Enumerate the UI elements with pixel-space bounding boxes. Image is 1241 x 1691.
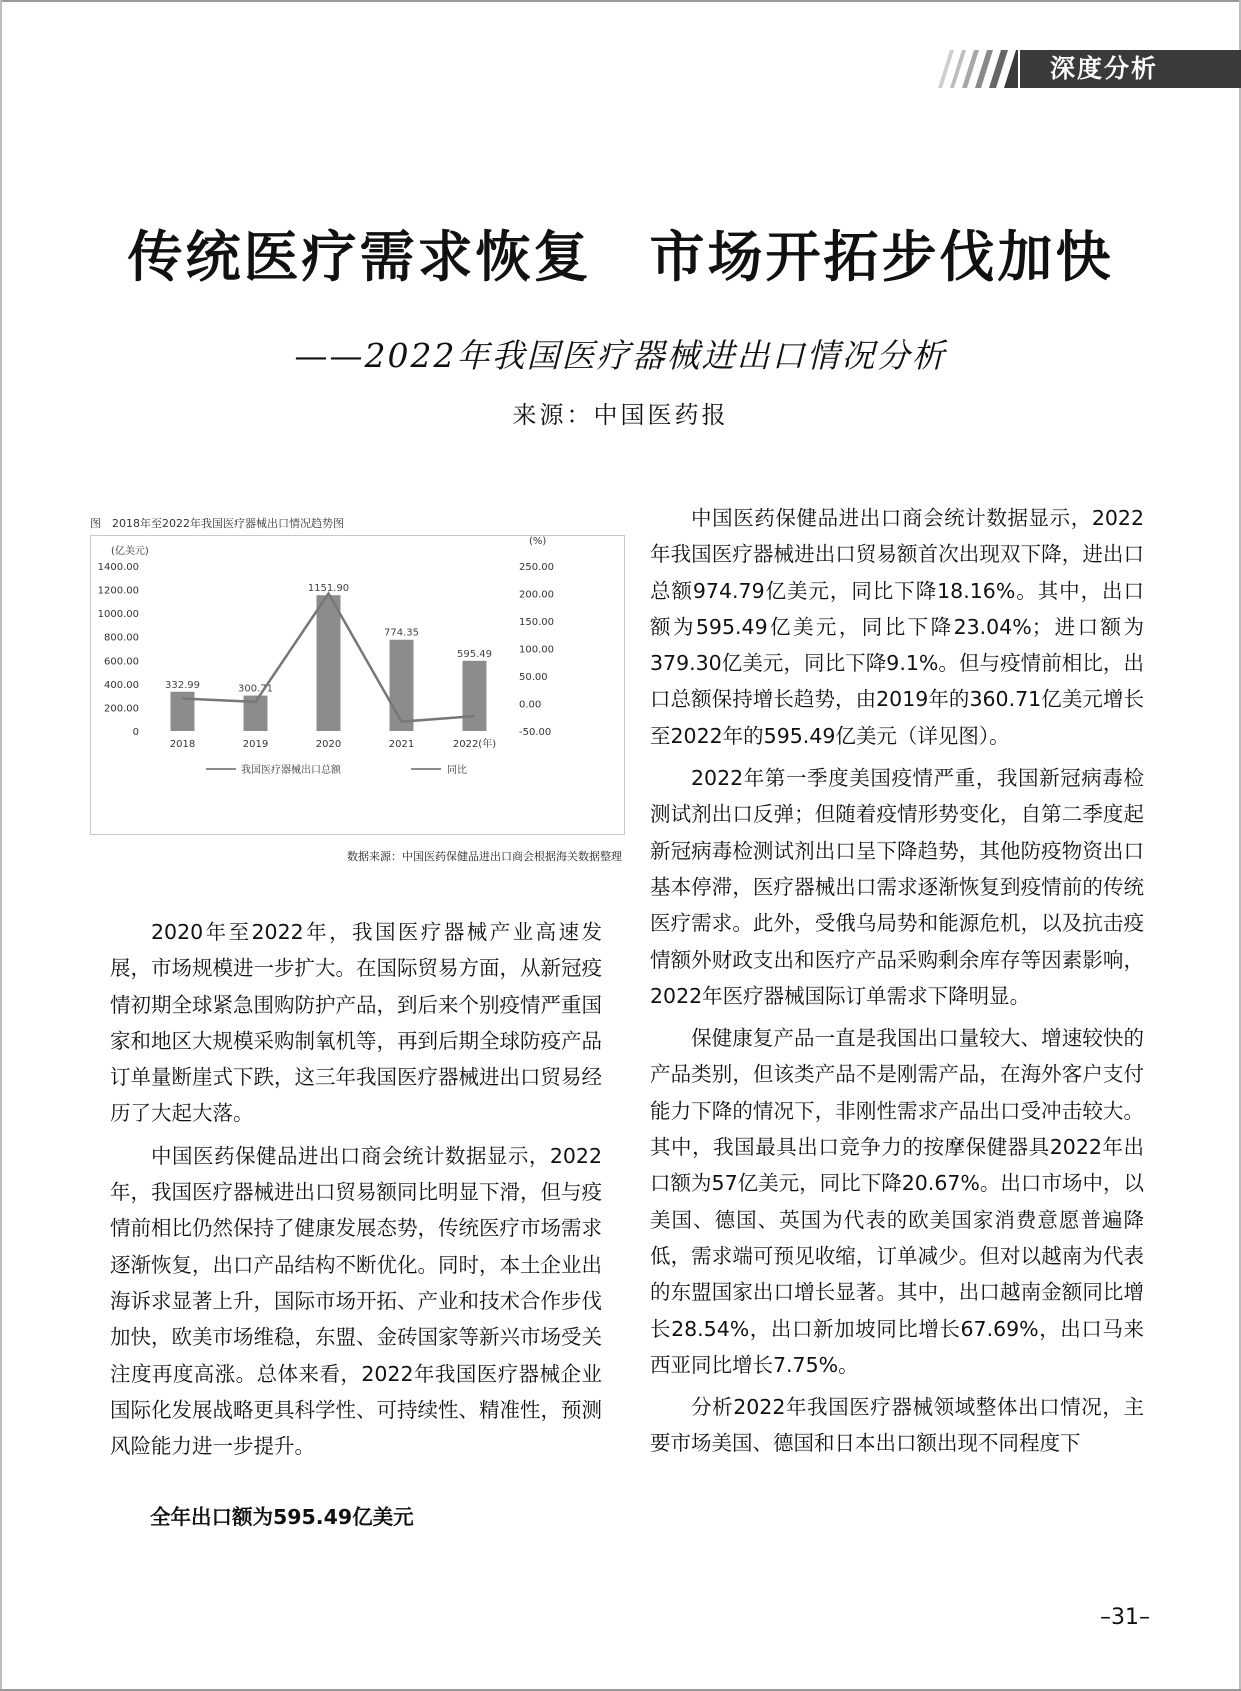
section-tab xyxy=(928,50,1241,88)
x-axis-tick-label: 2019 xyxy=(242,739,269,750)
left-axis-tick-label: 1200.00 xyxy=(97,585,139,597)
right-axis-tick-label: 200.00 xyxy=(519,589,554,601)
paragraph: 2020年至2022年，我国医疗器械产业高速发展，市场规模进一步扩大。在国际贸易方面，从新冠疫情初期全球紧急围购防护产品，到后来个别疫情严重国家和地区大规模采购制氧机等，再到后期全球防疫产品订单量断崖式下跌，这三年我国医疗器械进出口贸易经历了大起大落。 xyxy=(110,920,602,1126)
right-axis-tick-label: 50.00 xyxy=(519,672,548,683)
section-label: 深度分析 xyxy=(1020,50,1241,88)
bar-data-label: 595.49 xyxy=(457,648,492,660)
bar-export-total xyxy=(317,595,341,731)
paragraph: 中国医药保健品进出口商会统计数据显示，2022年我国医疗器械进出口贸易额首次出现双下降，进出口总额974.79亿美元，同比下降18.16%。其中，出口额为595.49亿美元，同比下降23.04%；进口额为379.30亿美元，同比下降9.1%。但与疫情前相比，出口总额保持增长趋势，由2019年的360.71亿美元增长至2022年的595.49亿美元（详见图）。 xyxy=(650,506,1144,748)
left-axis-tick-label: 1000.00 xyxy=(97,609,139,621)
paragraph: 2022年第一季度美国疫情严重，我国新冠病毒检测试剂出口反弹；但随着疫情形势变化，自第二季度起新冠病毒检测试剂出口呈下降趋势，其他防疫物资出口基本停滞，医疗器械出口需求逐渐恢复到疫情前的传统医疗需求。此外，受俄乌局势和能源危机，以及抗击疫情额外财政支出和医疗产品采购剩余库存等因素影响，2022年医疗器械国际订单需求下降明显。 xyxy=(650,766,1144,1008)
left-axis-tick-label: 1400.00 xyxy=(97,562,139,573)
bar-export-total xyxy=(390,640,414,731)
section-subheading: 全年出口额为595.49亿美元 xyxy=(150,1505,414,1529)
page-number: –31– xyxy=(1100,1605,1150,1630)
chart-frame xyxy=(90,535,625,835)
legend-label-yoy: 同比 xyxy=(447,765,467,776)
bar-data-label: 1151.90 xyxy=(307,583,350,595)
legend-label-export-total: 我国医疗器械出口总额 xyxy=(241,765,341,776)
right-axis-tick-label: 0.00 xyxy=(519,699,542,711)
x-axis-tick-label: 2021 xyxy=(388,739,415,750)
tab-stripes-decoration xyxy=(928,50,1018,88)
article-title: 传统医疗需求恢复 市场开拓步伐加快 xyxy=(127,225,1114,289)
left-axis-tick-label: 400.00 xyxy=(104,679,139,691)
page-border-top xyxy=(0,0,1241,2)
export-trend-chart xyxy=(91,536,626,836)
right-axis-unit: (%) xyxy=(529,536,547,547)
figure-caption: 图 2018年至2022年我国医疗器械出口情况趋势图 xyxy=(90,517,344,530)
right-column xyxy=(650,500,1144,1468)
left-axis-tick-label: 600.00 xyxy=(104,656,139,668)
x-axis-tick-label: 2018 xyxy=(169,739,196,750)
bar-data-label: 332.99 xyxy=(165,679,200,691)
paragraph: 保健康复产品一直是我国出口量较大、增速较快的产品类别，但该类产品不是刚需产品，在海外客户支付能力下降的情况下，非刚性需求产品出口受冲击较大。其中，我国最具出口竞争力的按摩保健器具2022年出口额为57亿美元，同比下降20.67%。出口市场中，以美国、德国、英国为代表的欧美国家消费意愿普遍降低，需求端可预见收缩，订单减少。但对以越南为代表的东盟国家出口增长显著。其中，出口越南金额同比增长28.54%，出口新加坡同比增长67.69%，出口马来西亚同比增长7.75%。 xyxy=(650,1026,1144,1377)
bar-export-total xyxy=(463,661,487,731)
left-axis-tick-label: 800.00 xyxy=(104,632,139,644)
right-axis-tick-label: 100.00 xyxy=(519,644,554,656)
figure-footnote: 数据来源：中国医药保健品进出口商会根据海关数据整理 xyxy=(347,850,622,863)
bar-data-label: 300.71 xyxy=(238,683,273,695)
left-axis-tick-label: 0 xyxy=(132,727,139,738)
article-subtitle: ——2022年我国医疗器械进出口情况分析 xyxy=(294,336,947,375)
left-axis-tick-label: 200.00 xyxy=(104,703,139,715)
left-column xyxy=(110,914,602,1470)
article-source: 来源：中国医药报 xyxy=(512,401,729,429)
right-axis-tick-label: 250.00 xyxy=(519,562,554,573)
bar-data-label: 774.35 xyxy=(384,627,419,639)
paragraph: 中国医药保健品进出口商会统计数据显示，2022年，我国医疗器械进出口贸易额同比明显下滑，但与疫情前相比仍然保持了健康发展态势，传统医疗市场需求逐渐恢复，出口产品结构不断优化。同时，本土企业出海诉求显著上升，国际市场开拓、产业和技术合作步伐加快，欧美市场维稳，东盟、金砖国家等新兴市场受关注度再度高涨。总体来看，2022年我国医疗器械企业国际化发展战略更具科学性、可持续性、精准性，预测风险能力进一步提升。 xyxy=(110,1143,602,1459)
bar-export-total xyxy=(171,692,195,731)
x-axis-tick-label: 2020 xyxy=(315,739,342,750)
right-axis-tick-label: -50.00 xyxy=(519,727,552,738)
left-axis-unit: (亿美元) xyxy=(111,546,149,557)
x-axis-tick-label: 2022(年) xyxy=(452,739,497,750)
right-axis-tick-label: 150.00 xyxy=(519,617,554,628)
paragraph: 分析2022年我国医疗器械领域整体出口情况，主要市场美国、德国和日本出口额出现不同程度下 xyxy=(650,1395,1144,1456)
